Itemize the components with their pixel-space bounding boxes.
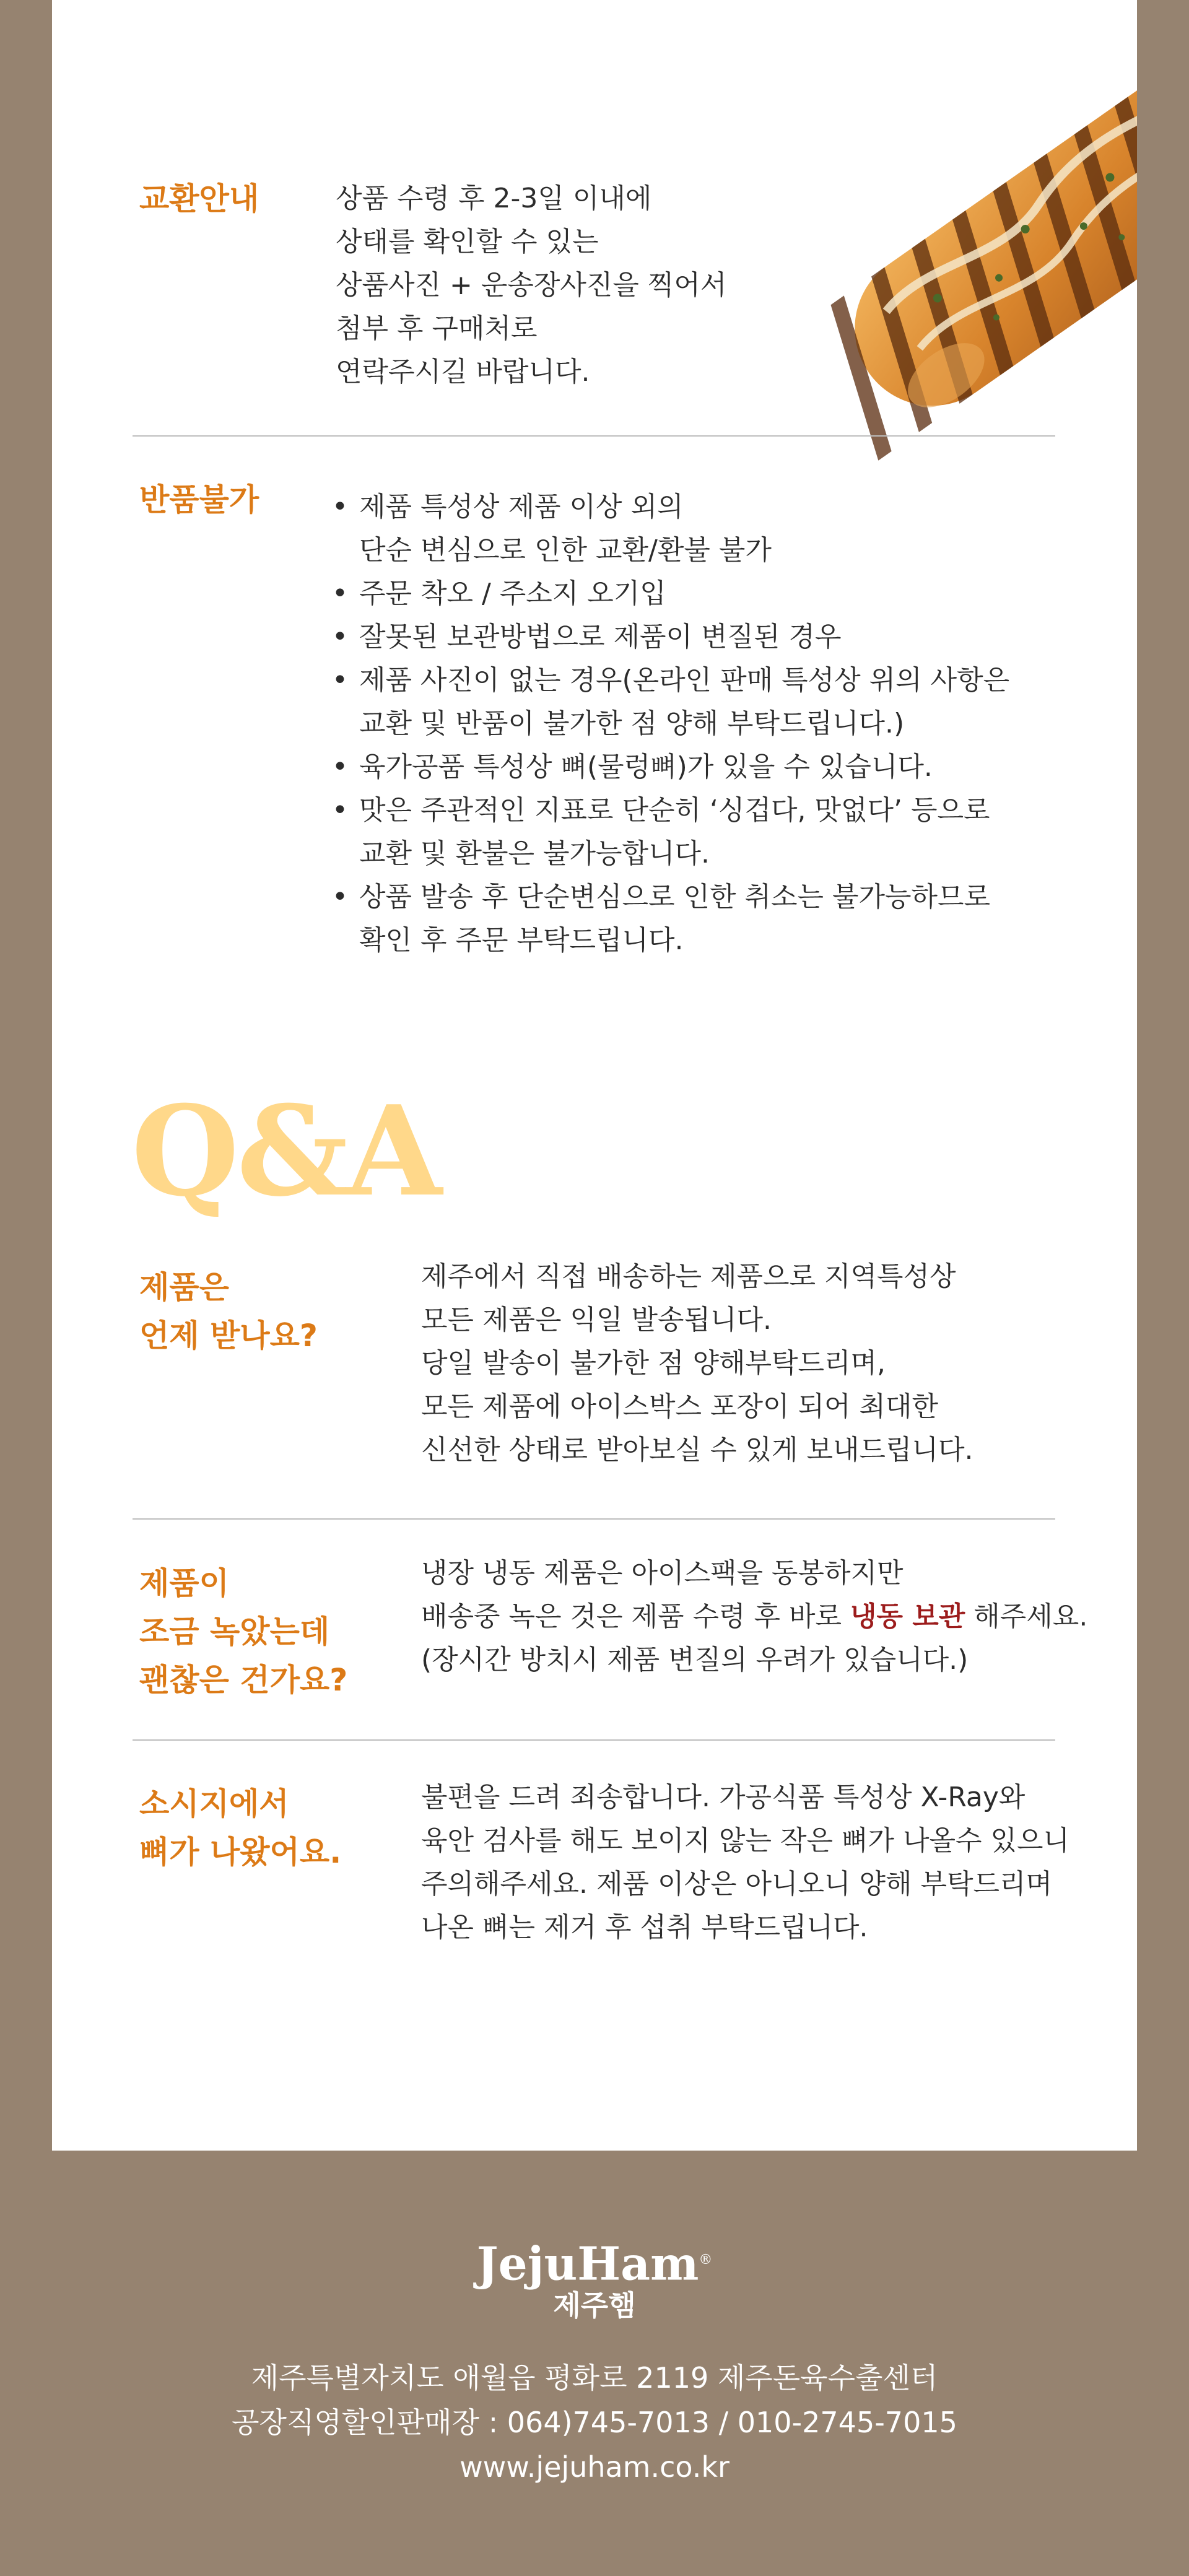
footer-phone: 공장직영할인판매장 : 064)745-7013 / 010-2745-7015 (232, 2406, 957, 2439)
qa-answer-2 (421, 1552, 1087, 1682)
exchange-line: 연락주시길 바랍니다. (336, 356, 590, 388)
exchange-title: 교환안내 (139, 181, 259, 217)
answer-line: 나온 뼈는 제거 후 섭취 부탁드립니다. (421, 1912, 868, 1943)
qa-heading: Q&A (131, 1079, 440, 1224)
no-return-item: • 제품 사진이 없는 경우(온라인 판매 특성상 위의 사항은 교환 및 반품이 불가한 점 양해 부탁드립니다.) (332, 659, 1009, 746)
section-divider (133, 1518, 1055, 1520)
answer-line: 당일 발송이 불가한 점 양해부탁드리며, (421, 1347, 886, 1379)
exchange-line: 상태를 확인할 수 있는 (336, 226, 599, 258)
no-return-item: • 육가공품 특성상 뼈(물렁뼈)가 있을 수 있습니다. (332, 746, 1009, 789)
answer-line: 육안 검사를 해도 보이지 않는 작은 뼈가 나올수 있으니 (421, 1825, 1069, 1856)
no-return-title: 반품불가 (139, 482, 259, 518)
no-return-item: • 주문 착오 / 주소지 오기입 (332, 572, 1009, 616)
section-divider (133, 1739, 1055, 1741)
footer-address: 제주특별자치도 애월읍 평화로 2119 제주돈육수출센터 (251, 2361, 938, 2395)
qa-question-2: 제품이 조금 녹았는데 괜찮은 건가요? (139, 1565, 348, 1698)
qa-answer-1 (421, 1255, 973, 1472)
registered-mark: ® (699, 2252, 713, 2268)
answer-line: 신선한 상태로 받아보실 수 있게 보내드립니다. (421, 1434, 973, 1466)
answer-line: (장시간 방치시 제품 변질의 우려가 있습니다.) (421, 1644, 969, 1676)
answer-line: 주의해주세요. 제품 이상은 아니오니 양해 부탁드리며 (421, 1868, 1053, 1900)
exchange-text (336, 177, 726, 394)
no-return-item: • 잘못된 보관방법으로 제품이 변질된 경우 (332, 616, 1009, 659)
answer-line: 불편을 드려 죄송합니다. 가공식품 특성상 X-Ray와 (421, 1782, 1026, 1813)
no-return-item: • 맛은 주관적인 지표로 단순히 ‘싱겁다, 맛없다’ 등으로 교환 및 환불은 불가능합니다. (332, 789, 1009, 876)
answer-line: 제주에서 직접 배송하는 제품으로 지역특성상 (421, 1261, 956, 1292)
jejuham-logo: JejuHam® (476, 2237, 713, 2291)
exchange-line: 상품사진 + 운송장사진을 찍어서 (336, 269, 727, 301)
footer-website[interactable]: www.jejuham.co.kr (459, 2450, 730, 2484)
grilled-sausage-image (808, 0, 1137, 545)
exchange-line: 첨부 후 구매처로 (336, 313, 538, 344)
no-return-list (332, 485, 1009, 962)
section-divider (133, 435, 1055, 437)
exchange-line: 상품 수령 후 2-3일 이내에 (336, 183, 652, 214)
qa-answer-3 (421, 1776, 1069, 1949)
answer-line: 모든 제품에 아이스박스 포장이 되어 최대한 (421, 1391, 939, 1422)
no-return-item: • 제품 특성상 제품 이상 외의 단순 변심으로 인한 교환/환불 불가 (332, 485, 1009, 572)
freeze-storage-highlight: 냉동 보관 (850, 1601, 965, 1632)
answer-line: 모든 제품은 익일 발송됩니다. (421, 1304, 772, 1336)
qa-question-3: 소시지에서 뼈가 나왔어요. (139, 1786, 342, 1870)
answer-line: 배송중 녹은 것은 제품 수령 후 바로 냉동 보관 해주세요. (421, 1601, 1088, 1632)
qa-question-1: 제품은 언제 받나요? (139, 1269, 318, 1354)
content-card (52, 0, 1137, 2151)
jejuham-logo-korean: 제주햄 (553, 2289, 636, 2322)
answer-line: 냉장 냉동 제품은 아이스팩을 동봉하지만 (421, 1557, 904, 1589)
no-return-item: • 상품 발송 후 단순변심으로 인한 취소는 불가능하므로 확인 후 주문 부탁드립니다. (332, 876, 1009, 962)
